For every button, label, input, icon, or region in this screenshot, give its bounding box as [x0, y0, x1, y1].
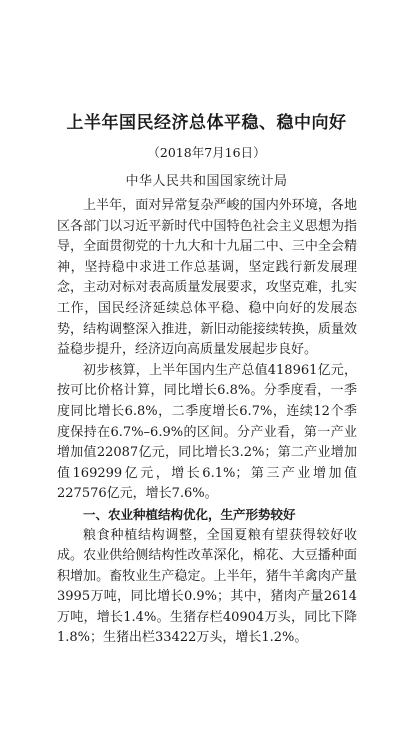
paragraph-gdp: 初步核算，上半年国内生产总值418961亿元，按可比价格计算，同比增长6.8%。分季度看，一季度同比增长6.8%，二季度增长6.7%，连续12个季度保持在6.7%–6.9%的区间。分产业看，第一产业增加值22087亿元，同比增长3.2%；第二产业增加值169299亿元，增长6.1%；第三产业增加值227576亿元，增长7.6%。 — [57, 362, 357, 502]
document-title: 上半年国民经济总体平稳、稳中向好 — [66, 113, 347, 133]
document-agency: 中华人民共和国国家统计局 — [125, 174, 288, 189]
paragraph-intro: 上半年，面对异常复杂严峻的国内外环境，各地区各部门以习近平新时代中国特色社会主义思想为指导，全面贯彻党的十九大和十九届二中、三中全会精神，坚持稳中求进工作总基调，坚定践行新发展理念，主动对标对表高质量发展要求，攻坚克难，扎实工作，国民经济延续总体平稳、稳中向好的发展态势，结构调整深入推进，新旧动能接续转换，质量效益稳步提升，经济迈向高质量发展起步良好。 — [57, 198, 357, 358]
section-heading-agriculture: 一、农业种植结构优化，生产形势较好 — [83, 506, 296, 522]
document-body — [57, 196, 357, 649]
document-date: （2018年7月16日） — [147, 145, 266, 160]
paragraph-agriculture: 粮食种植结构调整，全国夏粮有望获得较好收成。农业供给侧结构性改革深化，棉花、大豆播种面积增加。畜牧业生产稳定。上半年，猪牛羊禽肉产量3995万吨，同比增长0.9%；其中，猪肉产量2614万吨，增长1.4%。生猪存栏40904万头，同比下降1.8%；生猪出栏33422万头，增长1.2%。 — [57, 527, 357, 646]
